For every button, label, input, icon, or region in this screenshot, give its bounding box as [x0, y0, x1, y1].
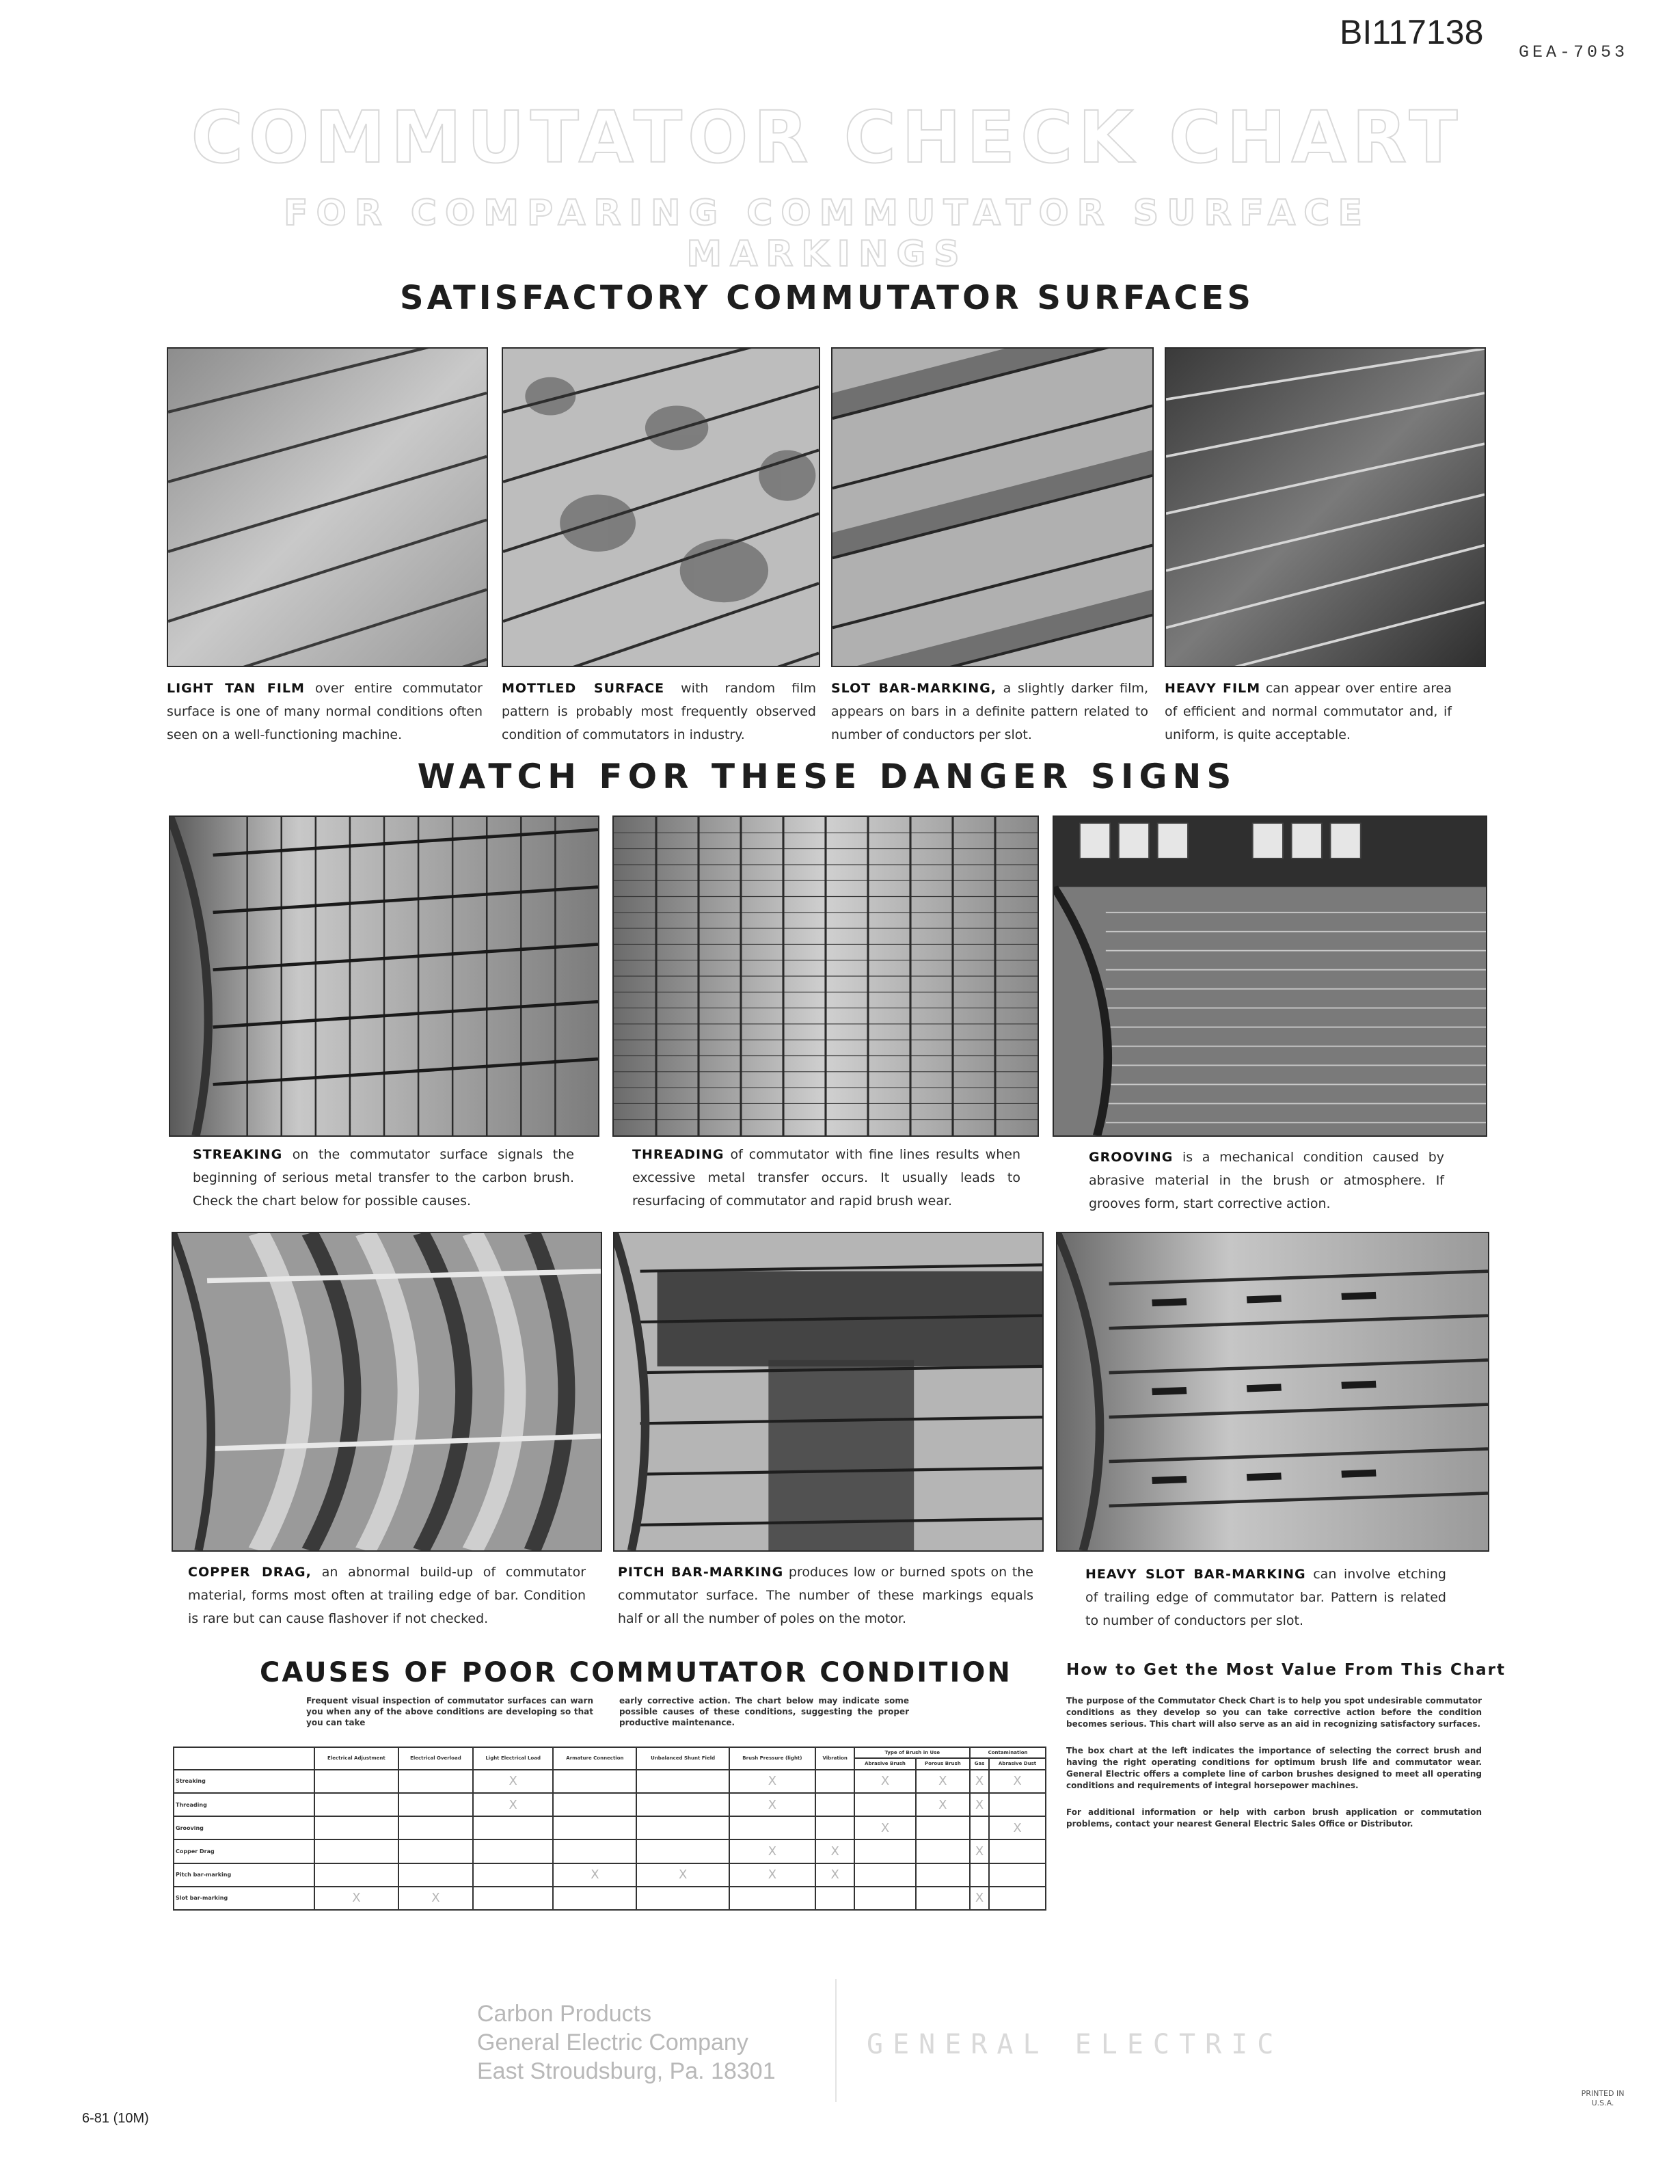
table-cell: X	[970, 1770, 989, 1793]
mottled-surface-caption: MOTTLED SURFACE with random film pattern is probably most frequently observed condition of commutators in industry.	[502, 681, 816, 742]
table-cell	[636, 1793, 729, 1816]
table-cell: X	[854, 1770, 915, 1793]
danger-heading: WATCH FOR THESE DANGER SIGNS	[417, 757, 1237, 796]
table-cell	[473, 1839, 553, 1863]
table-cell	[314, 1770, 398, 1793]
slot-bar-marking-photo	[831, 347, 1154, 667]
row-label: Grooving	[174, 1816, 314, 1839]
table-cell: X	[916, 1793, 971, 1816]
table-cell	[729, 1816, 815, 1839]
table-cell	[636, 1770, 729, 1793]
threading-photo	[612, 815, 1039, 1137]
table-cell	[398, 1816, 473, 1839]
table-cell	[815, 1887, 854, 1910]
table-cell: X	[729, 1793, 815, 1816]
printed-in-stamp: PRINTED IN U.S.A.	[1581, 2089, 1625, 2107]
table-cell	[815, 1770, 854, 1793]
footer-address	[477, 1999, 776, 2086]
table-cell: X	[970, 1793, 989, 1816]
col-header: Porous Brush	[916, 1758, 971, 1769]
table-cell	[989, 1887, 1046, 1910]
table-cell	[553, 1816, 636, 1839]
document-id: BI117138	[1340, 13, 1484, 51]
slot-bar-marking-caption: SLOT BAR-MARKING, a slightly darker film, appears on bars in a definite pattern related to number of conductors per slot.	[831, 681, 1148, 742]
light-tan-film-photo	[167, 347, 488, 667]
table-cell	[854, 1839, 915, 1863]
pitch-bar-marking-photo	[613, 1232, 1044, 1552]
howto-paragraph: The purpose of the Commutator Check Chart is to help you spot undesirable commutator conditions as they develop so you can take corrective action before the condition becomes serious. This chart will also serve as an aid in recognizing satisfactory surfaces.	[1066, 1696, 1482, 1729]
causes-intro-right: early corrective action. The chart below may indicate some possible causes of these conditions, suggesting the proper productive maintenance.	[619, 1696, 909, 1727]
address-line: Carbon Products	[477, 2001, 652, 2027]
table-cell	[916, 1887, 971, 1910]
copper-drag-photo	[172, 1232, 602, 1552]
table-cell: X	[916, 1770, 971, 1793]
table-cell	[314, 1839, 398, 1863]
howto-paragraph: For additional information or help with carbon brush application or commutation problems, contact your nearest General Electric Sales Office or Distributor.	[1066, 1807, 1482, 1829]
address-line: East Stroudsburg, Pa. 18301	[477, 2058, 776, 2084]
table-row	[174, 1816, 1046, 1839]
table-cell	[553, 1887, 636, 1910]
page-subtitle: FOR COMPARING COMMUTATOR SURFACE MARKINGS	[283, 193, 1370, 275]
mottled-surface-photo	[502, 347, 820, 667]
table-cell	[473, 1816, 553, 1839]
table-row	[174, 1839, 1046, 1863]
causes-table-body	[174, 1770, 1046, 1910]
table-cell	[854, 1863, 915, 1887]
group-header-brush: Type of Brush in Use	[854, 1747, 970, 1758]
heavy-slot-bar-marking-photo	[1056, 1232, 1489, 1552]
streaking-caption: STREAKING on the commutator surface signals the beginning of serious metal transfer to the carbon brush. Check the chart below for possible causes.	[193, 1147, 574, 1209]
page-title: COMMUTATOR CHECK CHART	[191, 96, 1463, 179]
table-cell	[916, 1839, 971, 1863]
row-label: Pitch bar-marking	[174, 1863, 314, 1887]
table-cell: X	[970, 1839, 989, 1863]
table-cell	[916, 1863, 971, 1887]
table-cell: X	[473, 1770, 553, 1793]
table-cell	[989, 1793, 1046, 1816]
table-cell: X	[854, 1816, 915, 1839]
table-cell	[314, 1863, 398, 1887]
table-cell	[553, 1793, 636, 1816]
table-cell	[815, 1793, 854, 1816]
causes-heading: CAUSES OF POOR COMMUTATOR CONDITION	[260, 1657, 1012, 1688]
causes-table-header-group	[174, 1747, 1046, 1758]
table-cell: X	[729, 1839, 815, 1863]
table-cell: X	[473, 1793, 553, 1816]
causes-table-corner	[174, 1747, 314, 1770]
table-cell	[636, 1839, 729, 1863]
group-header-contamination: Contamination	[970, 1747, 1046, 1758]
table-cell: X	[314, 1887, 398, 1910]
table-cell	[553, 1770, 636, 1793]
row-label: Copper Drag	[174, 1839, 314, 1863]
col-header: Abrasive Dust	[989, 1758, 1046, 1769]
table-cell: X	[729, 1863, 815, 1887]
footer-divider	[835, 1979, 837, 2102]
col-header: Electrical Overload	[398, 1747, 473, 1770]
table-cell	[970, 1863, 989, 1887]
col-header: Electrical Adjustment	[314, 1747, 398, 1770]
table-cell: X	[636, 1863, 729, 1887]
causes-intro-left: Frequent visual inspection of commutator surfaces can warn you when any of the above conditions are developing so that you can take	[306, 1696, 593, 1727]
table-cell: X	[729, 1770, 815, 1793]
table-cell: X	[970, 1887, 989, 1910]
table-row	[174, 1793, 1046, 1816]
table-cell	[970, 1816, 989, 1839]
pitch-bar-marking-caption: PITCH BAR-MARKING produces low or burned spots on the commutator surface. The number of these markings equals half or all the number of poles on the motor.	[618, 1565, 1034, 1626]
light-tan-film-caption: LIGHT TAN FILM over entire commutator surface is one of many normal conditions often seen on a well-functioning machine.	[167, 681, 483, 742]
table-cell: X	[553, 1863, 636, 1887]
table-cell	[989, 1839, 1046, 1863]
table-cell	[854, 1887, 915, 1910]
causes-table	[173, 1747, 1046, 1911]
table-cell: X	[989, 1770, 1046, 1793]
print-code: 6-81 (10M)	[82, 2111, 149, 2126]
table-row	[174, 1770, 1046, 1793]
table-row	[174, 1887, 1046, 1910]
table-cell	[916, 1816, 971, 1839]
table-cell	[854, 1793, 915, 1816]
table-cell	[729, 1887, 815, 1910]
streaking-photo	[169, 815, 599, 1137]
table-cell	[398, 1770, 473, 1793]
ge-logo: GENERAL ELECTRIC	[867, 2029, 1284, 2060]
form-number: GEA-7053	[1519, 42, 1629, 62]
table-cell	[473, 1863, 553, 1887]
col-header: Abrasive Brush	[854, 1758, 915, 1769]
grooving-photo	[1053, 815, 1487, 1137]
howto-paragraph: The box chart at the left indicates the importance of selecting the correct brush and having the right operating conditions for optimum brush life and commutator wear. General Electric offers a complete line of carbon brushes designed to meet all operating conditions and requirements of integral horsepower machines.	[1066, 1746, 1482, 1790]
row-label: Slot bar-marking	[174, 1887, 314, 1910]
table-cell: X	[398, 1887, 473, 1910]
table-row	[174, 1863, 1046, 1887]
heavy-film-photo	[1165, 347, 1486, 667]
satisfactory-heading: SATISFACTORY COMMUTATOR SURFACES	[400, 279, 1254, 317]
table-cell	[636, 1887, 729, 1910]
table-cell	[815, 1816, 854, 1839]
howto-body	[1066, 1695, 1482, 1845]
heavy-film-caption: HEAVY FILM can appear over entire area of efficient and normal commutator and, if uniform, is quite acceptable.	[1165, 681, 1452, 742]
table-cell	[314, 1816, 398, 1839]
table-cell	[553, 1839, 636, 1863]
col-header: Brush Pressure (light)	[729, 1747, 815, 1770]
copper-drag-caption: COPPER DRAG, an abnormal build-up of commutator material, forms most often at trailing edge of bar. Condition is rare but can cause flashover if not checked.	[188, 1565, 586, 1626]
table-cell: X	[815, 1863, 854, 1887]
col-header: Unbalanced Shunt Field	[636, 1747, 729, 1770]
table-cell	[398, 1793, 473, 1816]
table-cell	[398, 1839, 473, 1863]
col-header: Gas	[970, 1758, 989, 1769]
table-cell	[636, 1816, 729, 1839]
table-cell: X	[989, 1816, 1046, 1839]
col-header: Vibration	[815, 1747, 854, 1770]
address-line: General Electric Company	[477, 2030, 748, 2055]
table-cell	[989, 1863, 1046, 1887]
table-cell	[398, 1863, 473, 1887]
heavy-slot-bar-marking-caption: HEAVY SLOT BAR-MARKING can involve etching of trailing edge of commutator bar. Pattern is related to number of conductors per slot.	[1085, 1567, 1446, 1628]
howto-heading: How to Get the Most Value From This Chart	[1066, 1661, 1506, 1679]
grooving-caption: GROOVING is a mechanical condition caused by abrasive material in the brush or atmosphere. If grooves form, start corrective action.	[1089, 1150, 1444, 1211]
threading-caption: THREADING of commutator with fine lines results when excessive metal transfer occurs. It usually leads to resurfacing of commutator and rapid brush wear.	[632, 1147, 1020, 1209]
col-header: Armature Connection	[553, 1747, 636, 1770]
row-label: Streaking	[174, 1770, 314, 1793]
row-label: Threading	[174, 1793, 314, 1816]
table-cell: X	[815, 1839, 854, 1863]
table-cell	[314, 1793, 398, 1816]
table-cell	[473, 1887, 553, 1910]
col-header: Light Electrical Load	[473, 1747, 553, 1770]
